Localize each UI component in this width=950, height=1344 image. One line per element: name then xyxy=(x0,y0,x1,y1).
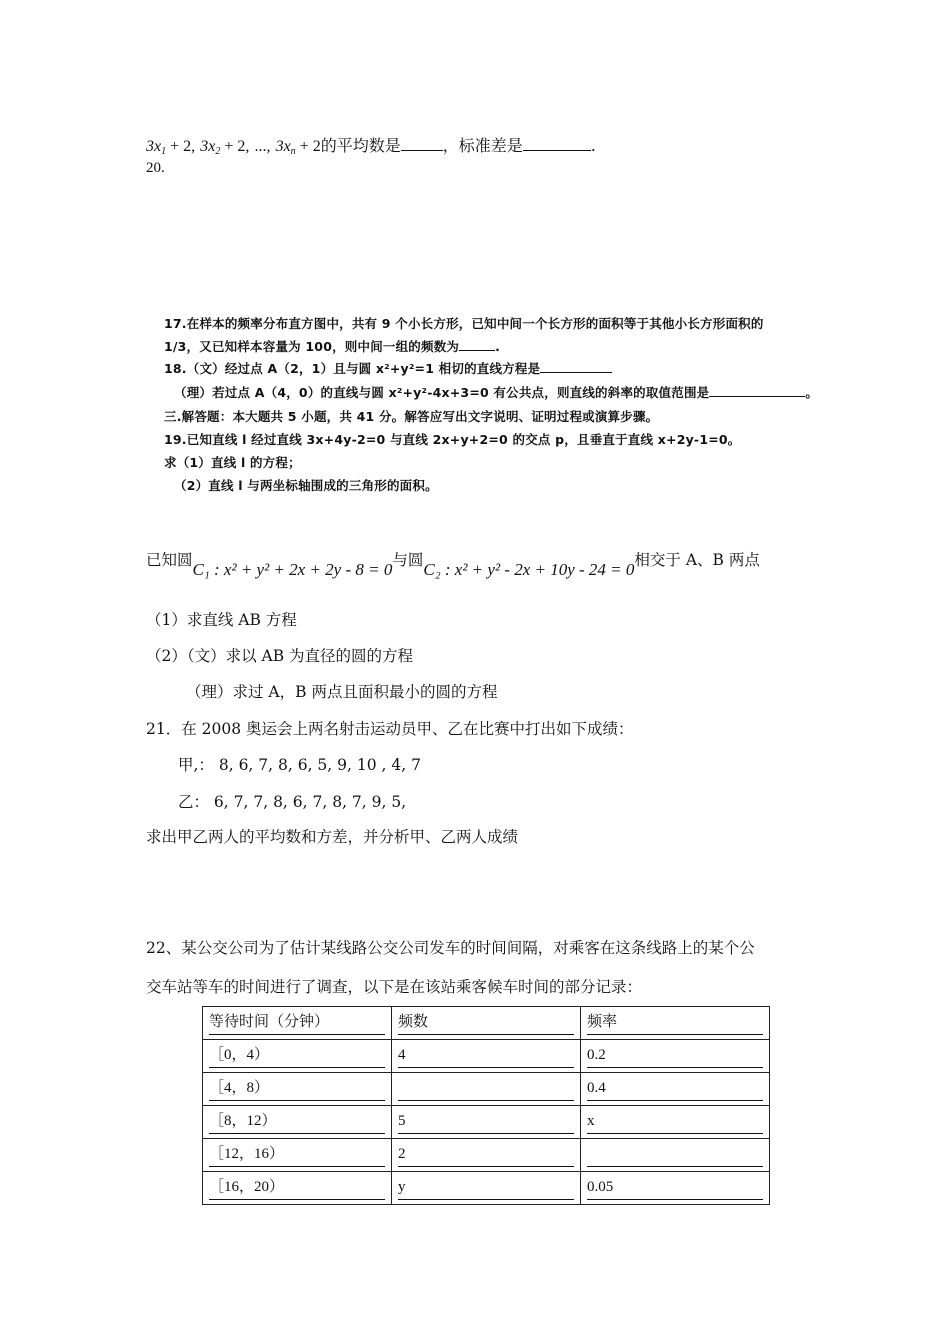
circle-equation-2: C₂ : x² + y² - 2x + 10y - 24 = 0 xyxy=(423,560,635,579)
q19-line1: 19.已知直线 l 经过直线 3x+4y-2=0 与直线 2x+y+2=0 的交点 p，且垂直于直线 x+2y-1=0。 xyxy=(164,432,741,447)
waiting-time-table xyxy=(202,1006,770,1205)
table-row xyxy=(203,1106,770,1139)
table-row xyxy=(203,1139,770,1172)
table-row xyxy=(203,1073,770,1106)
table-cell: ［12，16） xyxy=(203,1139,392,1172)
section-3-heading: 三.解答题：本大题共 5 小题，共 41 分。解答应写出文字说明、证明过程或演算步骤。 xyxy=(164,409,659,424)
top-formula-line xyxy=(146,133,596,157)
q22-line1: 22、某公交公司为了估计某线路公交公司发车的时间间隔，对乘客在这条线路上的某个公 xyxy=(146,939,755,957)
table-header-cell: 频率 xyxy=(581,1007,770,1040)
circle-question-line xyxy=(146,548,760,579)
table-cell: 0.4 xyxy=(581,1073,770,1106)
q21-jia-scores: 甲,： 8, 6, 7, 8, 6, 5, 9, 10 , 4, 7 xyxy=(178,756,421,774)
formula-term-2: $3x_2 + 2$, xyxy=(200,138,250,157)
q20-label: 20. xyxy=(146,160,165,176)
answer-blank-q17 xyxy=(459,338,495,351)
answer-blank-q18a xyxy=(540,360,612,373)
table-cell: ［8，12） xyxy=(203,1106,392,1139)
table-cell xyxy=(581,1139,770,1172)
answer-blank-q18b xyxy=(709,384,805,397)
table-row xyxy=(203,1040,770,1073)
circle-prefix: 已知圆 xyxy=(146,551,193,569)
q18-line2: （理）若过点 A（4，0）的直线与圆 x²+y²-4x+3=0 有公共点，则直线的斜率的取值范围是 。 xyxy=(174,385,819,400)
table-cell: 4 xyxy=(392,1040,581,1073)
table-cell: x xyxy=(581,1106,770,1139)
answer-blank-std xyxy=(523,136,591,151)
circle-suffix: 相交于 A、B 两点 xyxy=(634,551,760,569)
table-header-row xyxy=(203,1007,770,1040)
q21-title: 21．在 2008 奥运会上两名射击运动员甲、乙在比赛中打出如下成绩： xyxy=(146,720,634,738)
q18-line1: 18.（文）经过点 A（2，1）且与圆 x²+y²=1 相切的直线方程是 xyxy=(164,359,612,377)
table-header-cell: 频数 xyxy=(392,1007,581,1040)
answer-blank-mean xyxy=(401,136,443,151)
table-cell: 2 xyxy=(392,1139,581,1172)
q19-line2: 求（1）直线 l 的方程； xyxy=(164,455,301,470)
formula-term-1: $3x_1 + 2$, xyxy=(146,138,196,157)
formula-ellipsis: ..., xyxy=(254,138,271,155)
q17-line2: 1/3，又已知样本容量为 100，则中间一组的频数为 . xyxy=(164,339,501,354)
formula-mid: ，标准差是 xyxy=(442,136,523,155)
circle-equation-1: C₁ : x² + y² + 2x + 2y - 8 = 0 xyxy=(192,560,393,579)
q21-ask: 求出甲乙两人的平均数和方差，并分析甲、乙两人成绩 xyxy=(146,828,519,846)
circle-part2: （2）（文）求以 AB 为直径的圆的方程 xyxy=(146,647,414,665)
table-header-cell: 等待时间（分钟） xyxy=(203,1007,392,1040)
table-cell: 5 xyxy=(392,1106,581,1139)
q17-line1: 17.在样本的频率分布直方图中，共有 9 个小长方形，已知中间一个长方形的面积等于其他小长方形面积的 xyxy=(164,316,764,331)
q22-line2: 交车站等车的时间进行了调查，以下是在该站乘客候车时间的部分记录： xyxy=(146,978,643,996)
table-cell: ［16，20） xyxy=(203,1172,392,1205)
q21-yi-scores: 乙： 6, 7, 7, 8, 6, 7, 8, 7, 9, 5, xyxy=(178,793,407,811)
formula-term-n: $3x_n + 2$ xyxy=(275,138,321,157)
circle-part1: （1）求直线 AB 方程 xyxy=(146,611,297,629)
table-cell: 0.05 xyxy=(581,1172,770,1205)
table-cell: y xyxy=(392,1172,581,1205)
q19-line3: （2）直线 l 与两坐标轴围成的三角形的面积。 xyxy=(174,478,438,493)
table-cell xyxy=(392,1073,581,1106)
formula-suffix: 的平均数是 xyxy=(320,136,401,155)
table-cell: 0.2 xyxy=(581,1040,770,1073)
circle-part2b: （理）求过 A，B 两点且面积最小的圆的方程 xyxy=(186,683,498,701)
formula-end: . xyxy=(590,136,596,155)
table-cell: ［0，4） xyxy=(203,1040,392,1073)
table-row xyxy=(203,1172,770,1205)
circle-mid: 与圆 xyxy=(392,551,424,569)
table-cell: ［4，8） xyxy=(203,1073,392,1106)
